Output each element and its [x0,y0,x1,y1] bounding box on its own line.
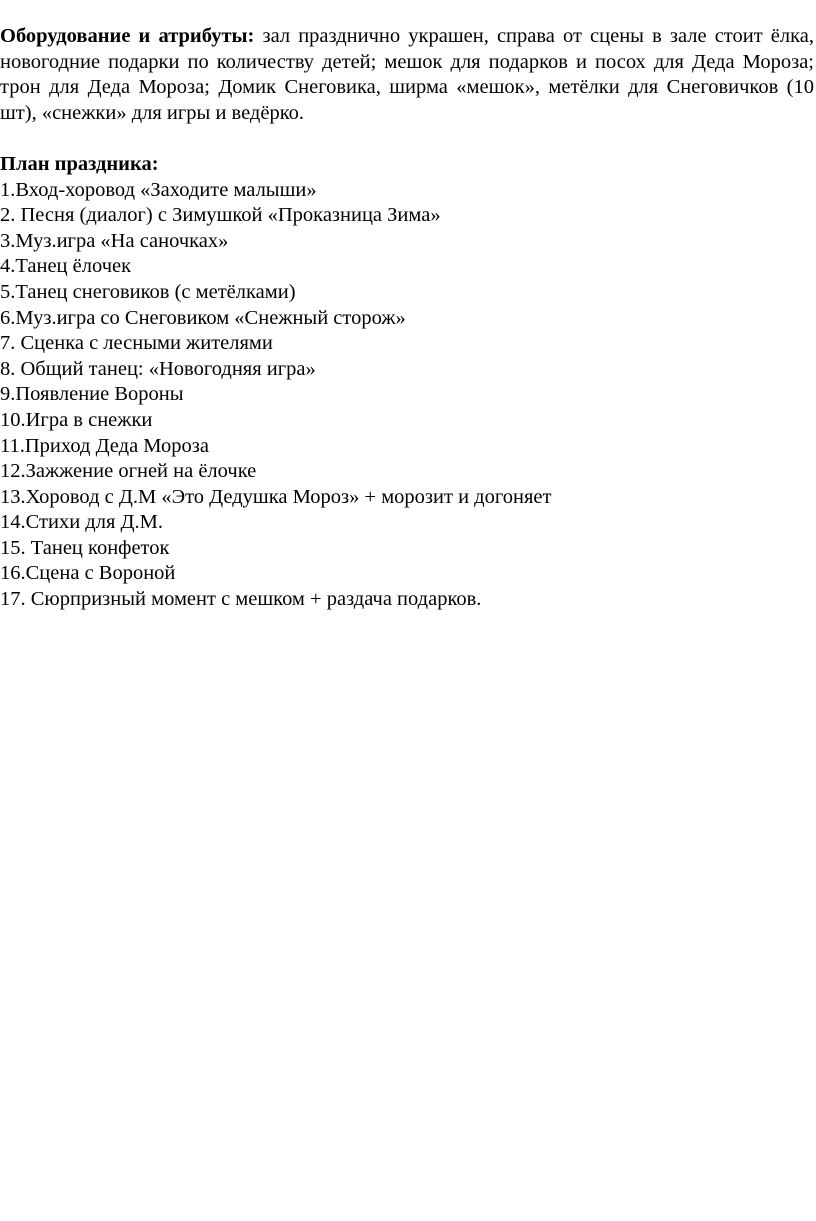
plan-item: 4.Танец ёлочек [0,255,132,278]
plan-item: 6.Муз.игра со Снеговиком «Снежный сторож» [0,306,406,329]
plan-item: 8. Общий танец: «Новогодняя игра» [0,357,316,380]
plan-item: 9.Появление Вороны [0,383,184,406]
plan-item: 15. Танец конфеток [0,536,170,559]
plan-item: 12.Зажжение огней на ёлочке [0,460,257,483]
plan-item: 17. Сюрпризный момент с мешком + раздача подарков. [0,588,482,611]
plan-item: 13.Хоровод с Д.М «Это Дедушка Мороз» + морозит и догоняет [0,485,552,508]
plan-list [0,178,814,613]
plan-item: 5.Танец снеговиков (с метёлками) [0,280,296,303]
plan-item: 3.Муз.игра «На саночках» [0,229,229,252]
plan-item: 10.Игра в снежки [0,408,153,431]
equipment-paragraph [0,24,814,126]
plan-item: 14.Стихи для Д.М. [0,511,163,534]
plan-title: План праздника: [0,152,159,175]
document-page [0,24,814,613]
plan-item: 11.Приход Деда Мороза [0,434,209,457]
equipment-label: Оборудование и атрибуты: [0,25,255,47]
plan-item: 1.Вход-хоровод «Заходите малыши» [0,178,317,201]
plan-item: 2. Песня (диалог) с Зимушкой «Проказница Зима» [0,204,441,227]
plan-item: 7. Сценка с лесными жителями [0,332,273,355]
plan-item: 16.Сцена с Вороной [0,562,176,585]
equipment-text: зал празднично украшен, справа от сцены в зале стоит ёлка, новогодние подарки по количеству детей; мешок для подарков и посох для Деда Мороза; трон для Деда Мороза; Домик Снеговика, ширма «мешок», метёлки для Снеговичков (10 шт), «снежки» для игры и ведёрко. [0,25,814,124]
